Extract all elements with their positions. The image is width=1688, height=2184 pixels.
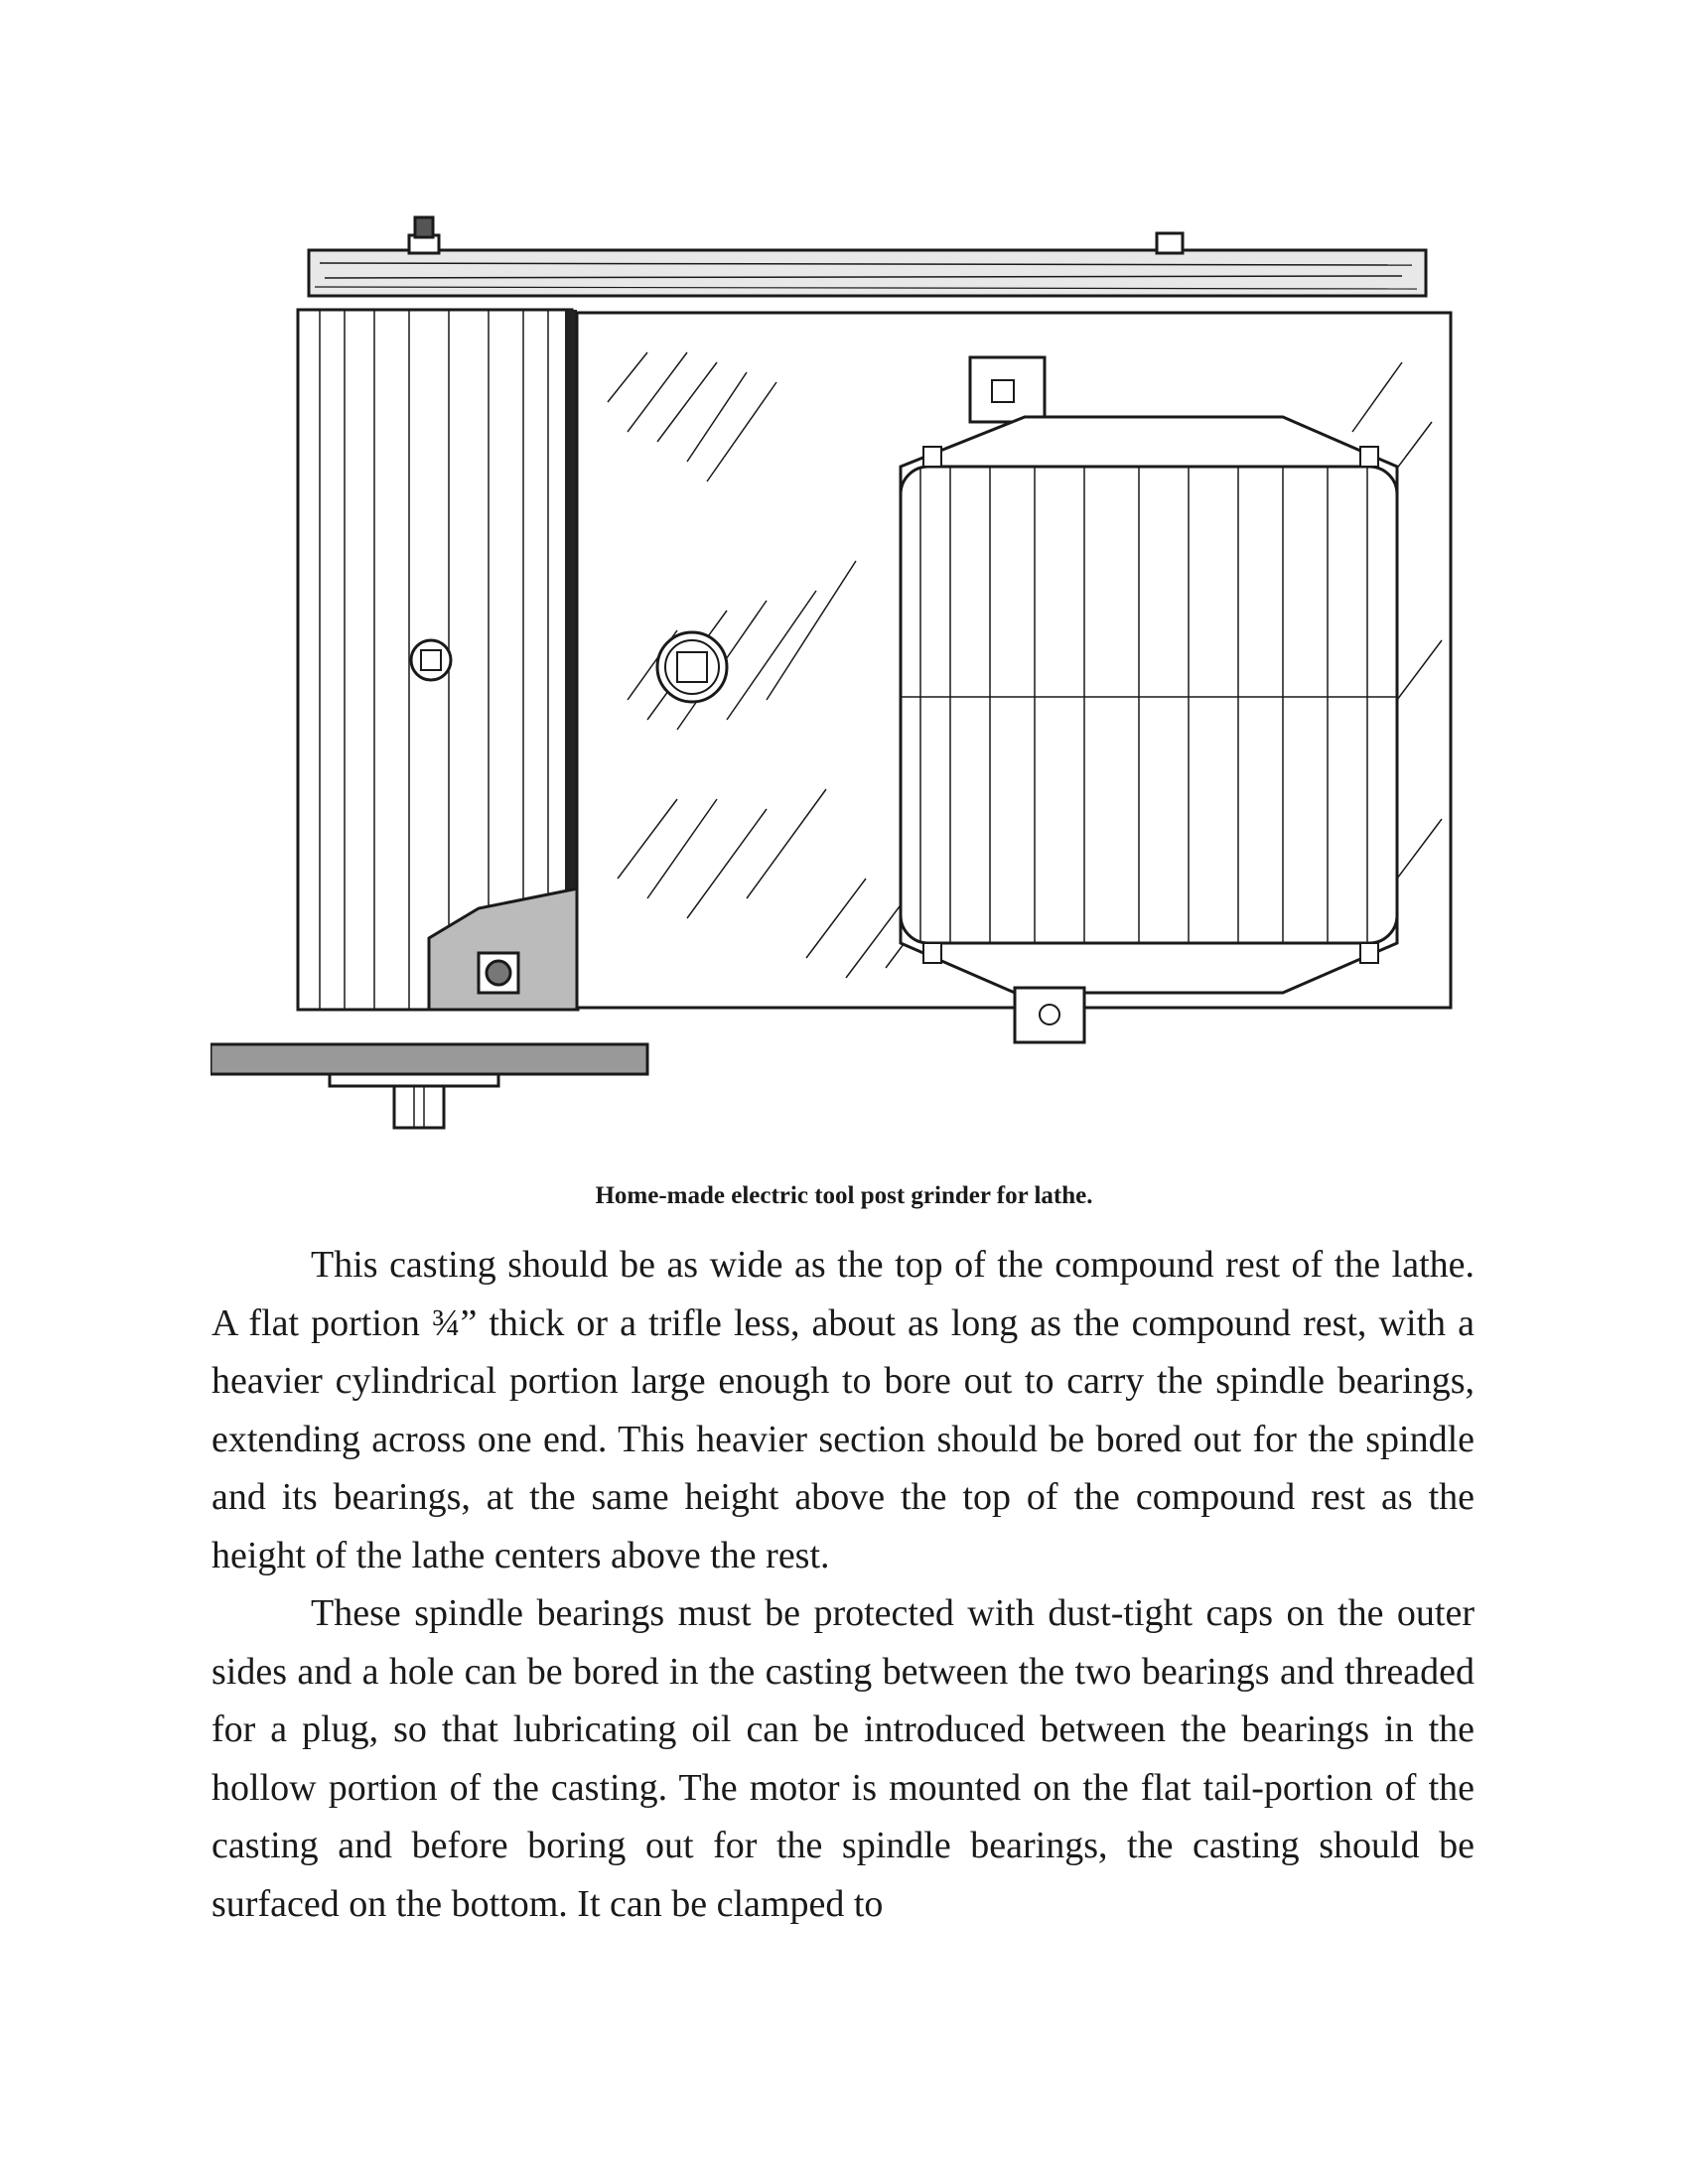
figure-caption: Home-made electric tool post grinder for lathe. xyxy=(595,1182,1093,1209)
grinder-illustration xyxy=(211,204,1481,1147)
tool-post-grinder-drawing xyxy=(211,204,1481,1147)
body-text xyxy=(211,1236,1475,1933)
paragraph: These spindle bearings must be protected with dust-tight caps on the outer sides and a hole can be bored in the casting between the two bearings and threaded for a plug, so that lubricating oil can be introduced between the bearings in the hollow portion of the casting. The motor is mounted on the flat tail-portion of the casting and before boring out for the spindle bearings, the casting should be surfaced on the bottom. It can be clamped to xyxy=(211,1592,1475,1925)
paragraph: This casting should be as wide as the top of the compound rest of the lathe. A flat portion ¾” thick or a trifle less, about as long as the compound rest, with a heavier cylindrical portion large enough to bore out to carry the spindle bearings, extending across one end. This heavier section should be bored out for the spindle and its bearings, at the same height above the top of the compound rest as the height of the lathe centers above the rest. xyxy=(211,1244,1475,1576)
